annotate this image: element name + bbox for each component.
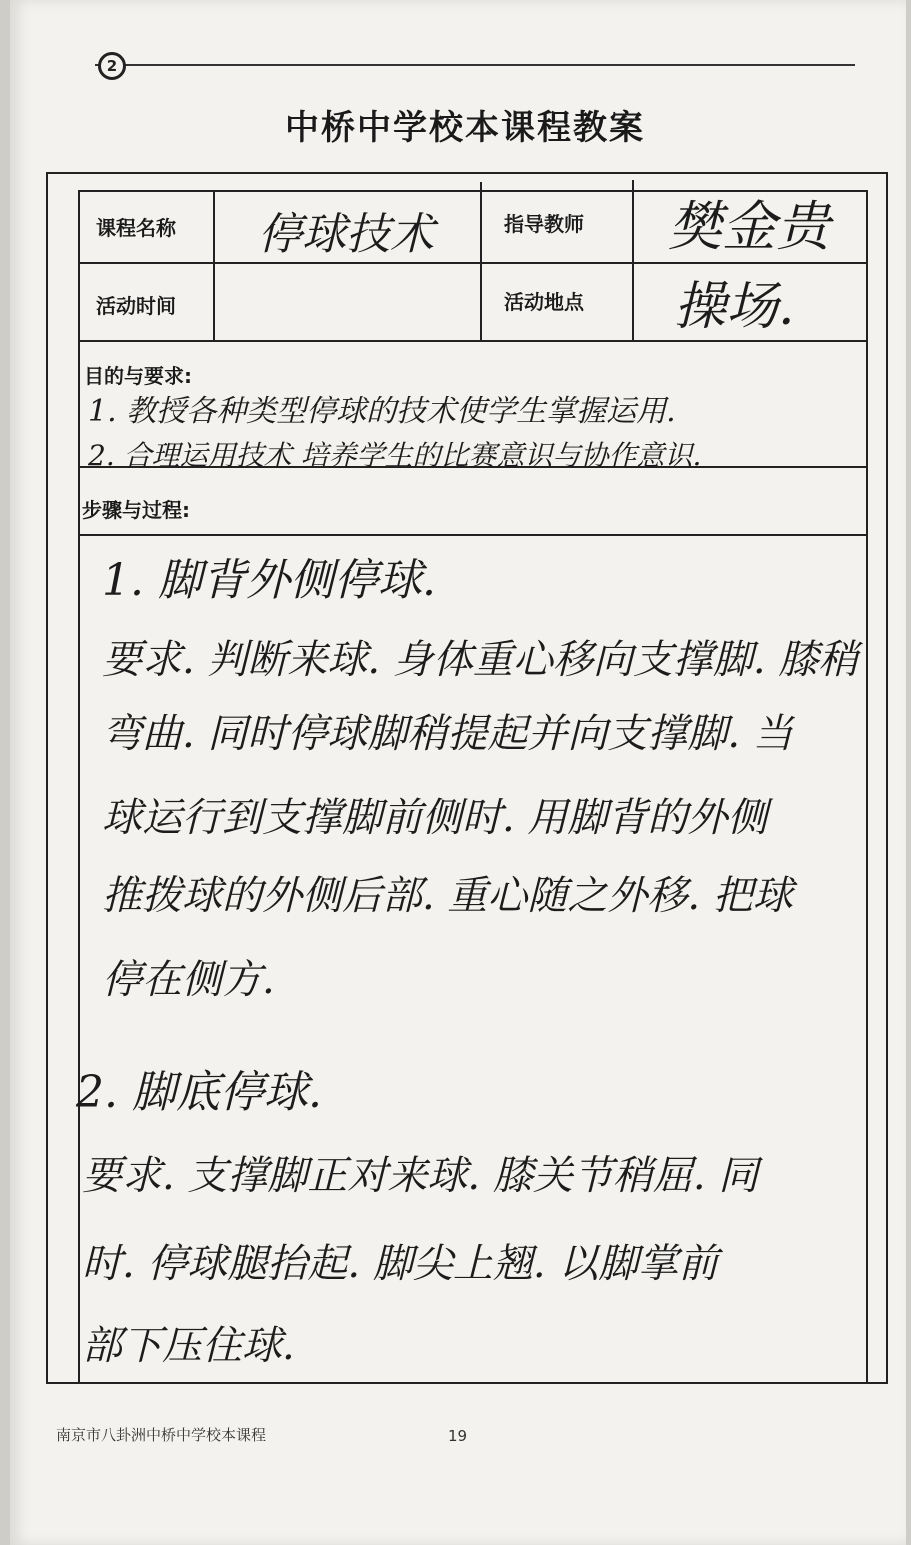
header-rule	[95, 64, 855, 66]
page-title: 中桥中学校本课程教案	[285, 108, 645, 148]
step-line: 要求. 判断来球. 身体重心移向支撑脚. 膝稍	[102, 637, 859, 683]
row-divider	[78, 534, 868, 536]
step-line: 1. 脚背外侧停球.	[102, 555, 436, 606]
activity-time-label: 活动时间	[96, 294, 176, 318]
col-divider	[866, 190, 868, 1384]
page-number: 19	[448, 1427, 468, 1445]
step-line: 要求. 支撑脚正对来球. 膝关节稍屈. 同	[82, 1153, 759, 1199]
step-line: 部下压住球.	[82, 1323, 295, 1369]
location-value: 操场.	[674, 277, 795, 337]
step-line: 球运行到支撑脚前侧时. 用脚背的外侧	[102, 795, 768, 841]
step-line: 时. 停球腿抬起. 脚尖上翘. 以脚掌前	[82, 1241, 719, 1287]
teacher-label: 指导教师	[504, 212, 584, 236]
goal-line-2: 2. 合理运用技术 培养学生的比赛意识与协作意识.	[88, 439, 702, 472]
goals-label: 目的与要求:	[84, 364, 192, 388]
course-name-value: 停球技术	[258, 209, 434, 260]
col-divider	[632, 180, 634, 342]
col-divider	[78, 190, 80, 1384]
course-name-label: 课程名称	[96, 216, 176, 240]
row-divider	[78, 340, 868, 342]
col-divider	[480, 182, 482, 342]
step-line: 停在侧方.	[102, 957, 275, 1003]
steps-label: 步骤与过程:	[82, 498, 190, 522]
lesson-plan-form	[46, 172, 888, 1384]
location-label: 活动地点	[504, 290, 584, 314]
section-number-badge: 2	[98, 52, 126, 80]
col-divider	[213, 190, 215, 342]
footer-school-text: 南京市八卦洲中桥中学校本课程	[56, 1426, 267, 1444]
step-line: 2. 脚底停球.	[76, 1067, 322, 1118]
step-line: 推拨球的外侧后部. 重心随之外移. 把球	[102, 873, 793, 919]
goal-line-1: 1. 教授各种类型停球的技术使学生掌握运用.	[88, 394, 676, 429]
teacher-value: 樊金贵	[668, 195, 830, 258]
step-line: 弯曲. 同时停球脚稍提起并向支撑脚. 当	[102, 711, 793, 757]
